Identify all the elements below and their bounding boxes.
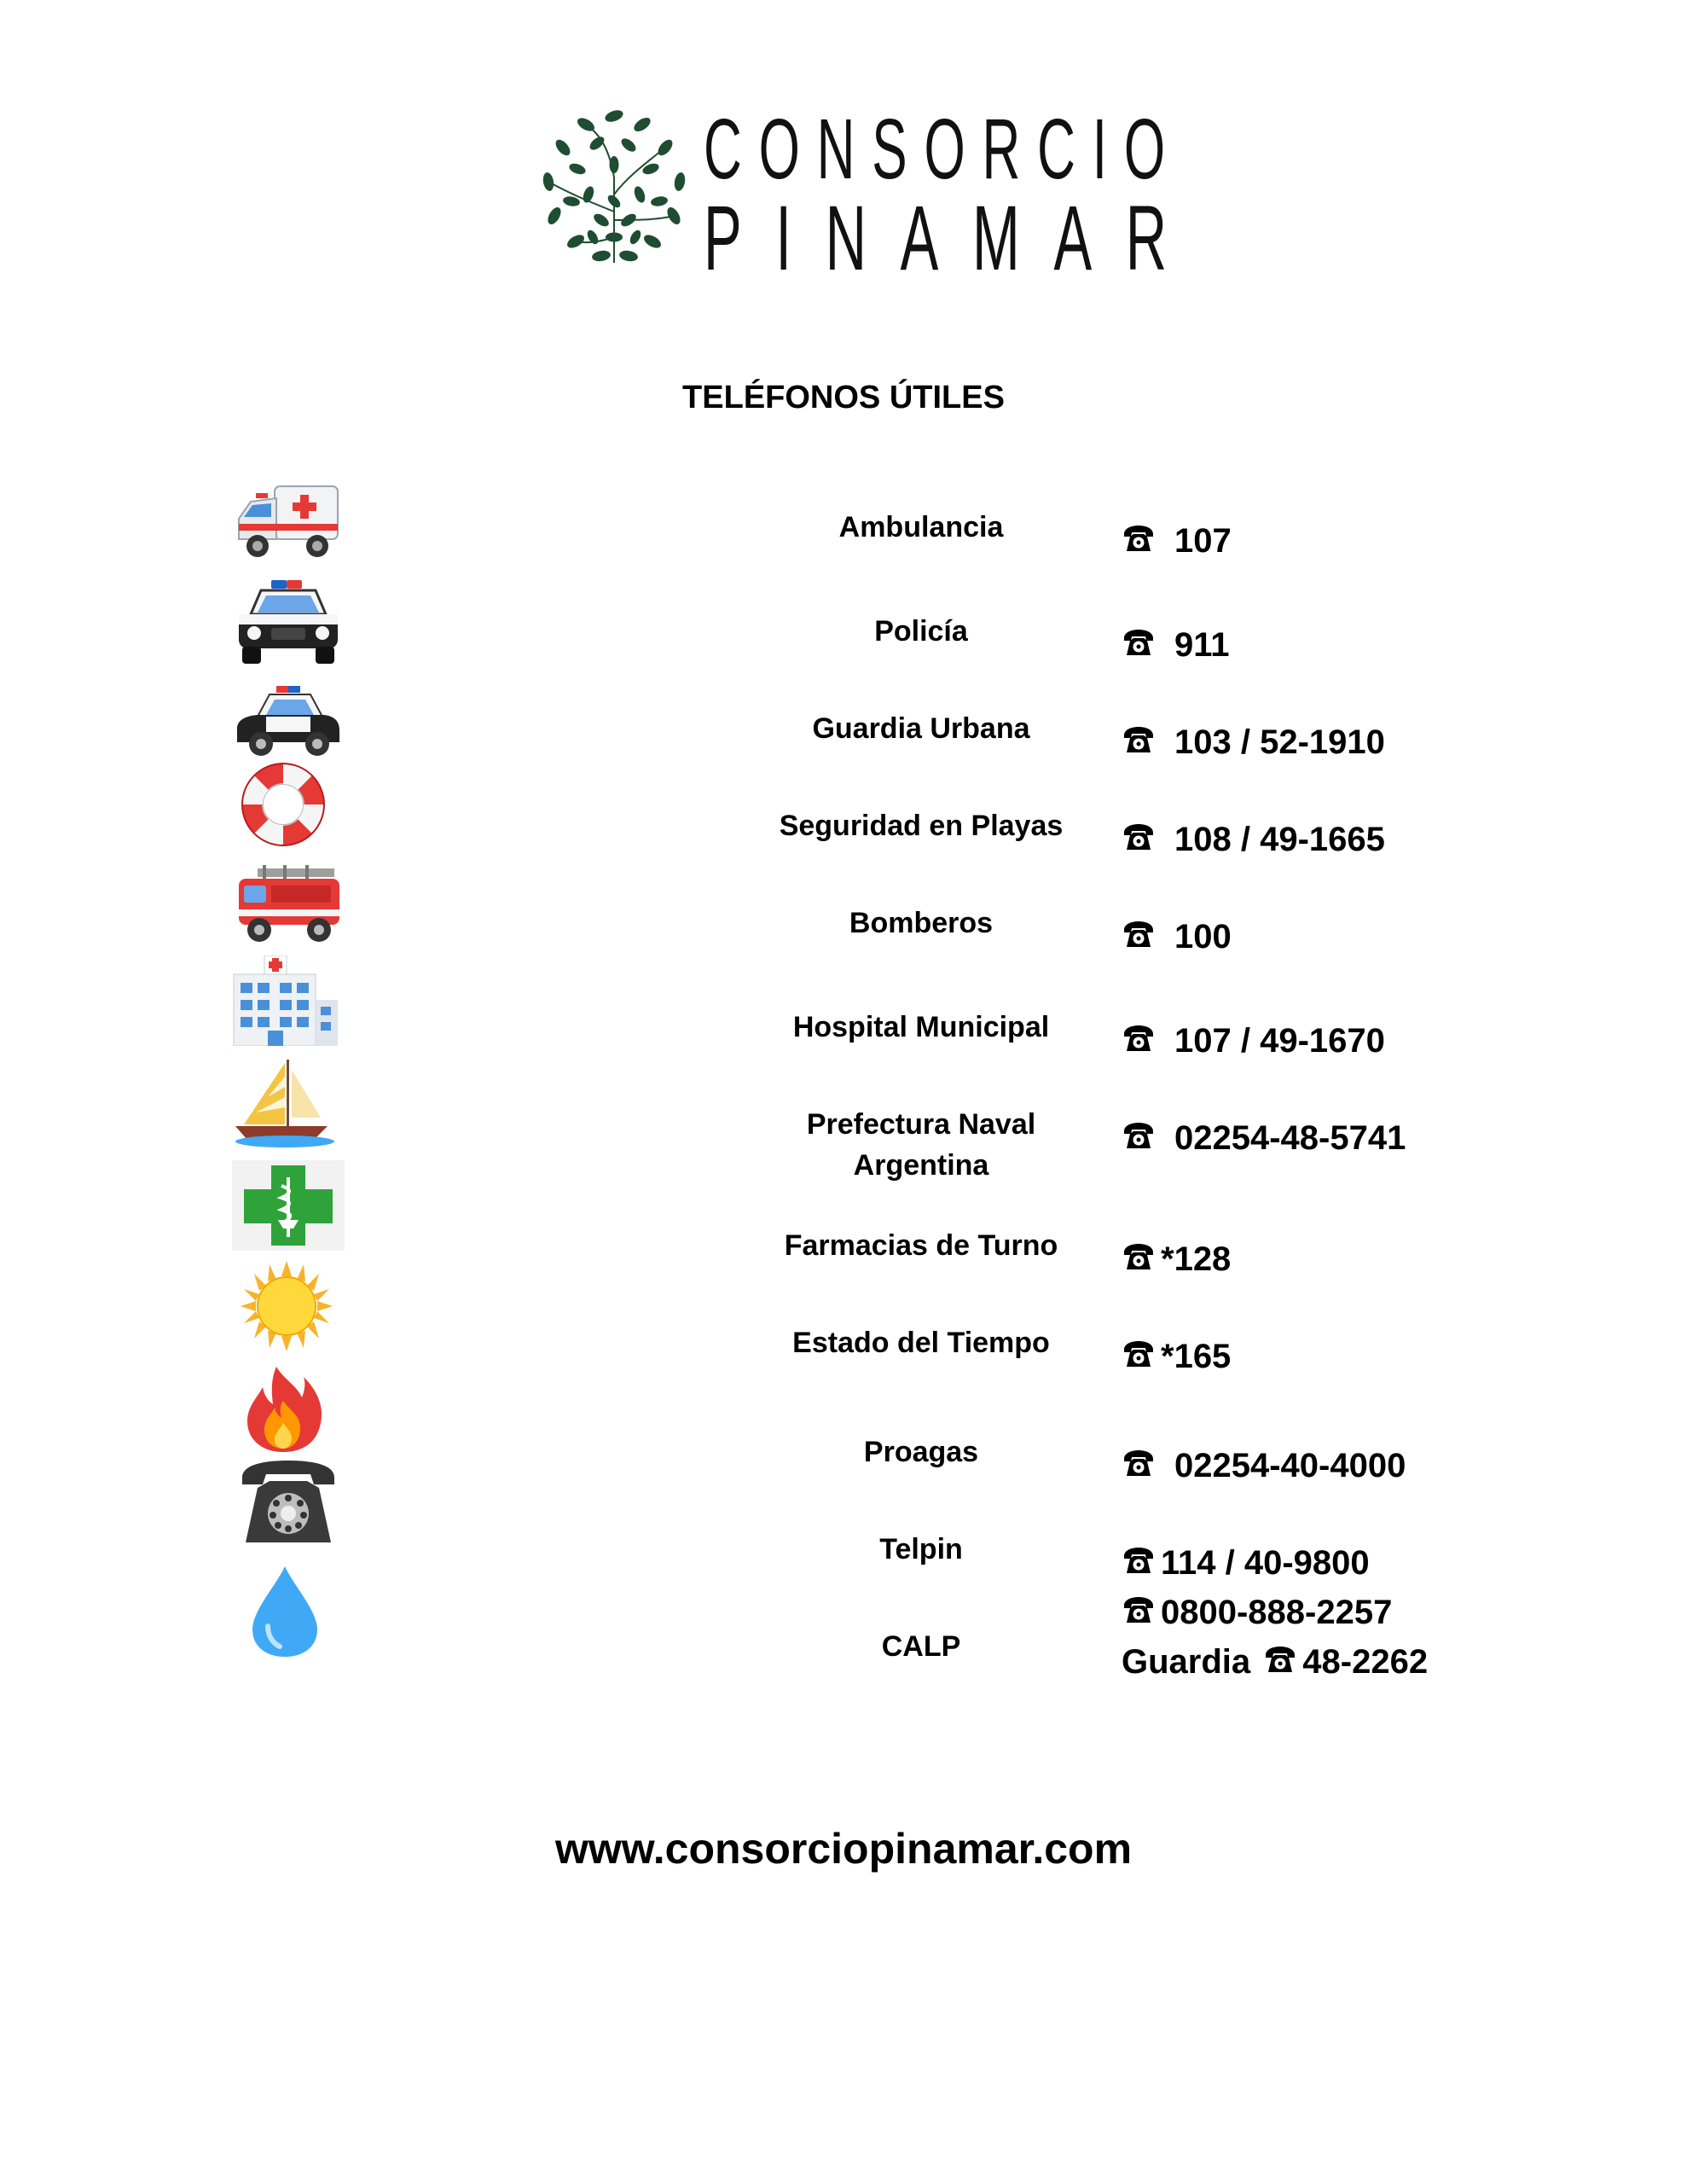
fire-engine-icon: [232, 862, 345, 952]
logo-text-pinamar: PINAMAR: [704, 186, 1201, 289]
label-telpin: Telpin: [879, 1533, 963, 1565]
phone-prefectura[interactable]: 02254-48-5741: [1122, 1114, 1406, 1162]
label-policia: Policía: [874, 615, 968, 648]
phone-icon: [1122, 1545, 1156, 1577]
sun-icon: [232, 1261, 345, 1351]
guardia-label: Guardia: [1122, 1643, 1251, 1681]
phone-icon: [1122, 523, 1156, 555]
label-prefectura-line2: Argentina: [853, 1149, 989, 1182]
sailboat-icon: [232, 1058, 345, 1148]
phone-icon: [1122, 1448, 1156, 1480]
website-link[interactable]: www.consorciopinamar.com: [554, 1825, 1133, 1873]
phone-icon: [1263, 1644, 1297, 1676]
label-seguridad-playas: Seguridad en Playas: [779, 810, 1064, 842]
phone-guardia-urbana[interactable]: 103 / 52-1910: [1122, 718, 1385, 766]
phone-icon: [1122, 1594, 1156, 1627]
phone-icon: [1122, 724, 1156, 757]
ambulance-icon: [232, 478, 345, 568]
phone-farmacias[interactable]: *128: [1122, 1235, 1231, 1283]
fire-icon: [232, 1363, 345, 1454]
label-ambulancia: Ambulancia: [838, 511, 1004, 543]
phone-hospital[interactable]: 107 / 49-1670: [1122, 1017, 1385, 1065]
label-guardia-urbana: Guardia Urbana: [812, 712, 1030, 745]
phone-telpin[interactable]: 114 / 40-9800: [1122, 1539, 1370, 1587]
label-estado-tiempo: Estado del Tiempo: [792, 1327, 1050, 1359]
tree-logo-icon: [533, 101, 695, 271]
phone-calp-guardia[interactable]: Guardia 48-2262: [1122, 1643, 1429, 1681]
label-calp: CALP: [881, 1630, 961, 1663]
phone-bomberos[interactable]: 100: [1122, 913, 1232, 961]
phone-estado-tiempo[interactable]: *165: [1122, 1333, 1231, 1380]
police-car-front-icon: [232, 578, 345, 669]
label-prefectura-line1: Prefectura Naval: [806, 1108, 1036, 1141]
page-title: TELÉFONOS ÚTILES: [682, 380, 1005, 415]
phone-seguridad-playas[interactable]: 108 / 49-1665: [1122, 816, 1385, 863]
label-farmacias: Farmacias de Turno: [784, 1229, 1058, 1262]
pharmacy-cross-icon: [232, 1160, 345, 1251]
phone-proagas[interactable]: 02254-40-4000: [1122, 1442, 1406, 1490]
label-hospital: Hospital Municipal: [792, 1011, 1050, 1043]
phone-ambulancia[interactable]: 107: [1122, 517, 1232, 565]
phone-icon: [1122, 1120, 1156, 1153]
phone-icon: [1122, 1339, 1156, 1371]
lifebuoy-icon: [232, 759, 345, 850]
logo-text-consorcio: CONSORCIO: [704, 102, 1182, 197]
phone-calp[interactable]: 0800-888-2257: [1122, 1589, 1392, 1636]
consorcio-pinamar-logo: [533, 101, 1201, 289]
phone-icon: [1122, 1241, 1156, 1274]
phone-icon: [1122, 822, 1156, 854]
phone-icon: [1122, 627, 1156, 659]
phone-icon: [1122, 1023, 1156, 1055]
phone-policia[interactable]: 911: [1122, 621, 1230, 669]
telephone-icon: [232, 1459, 345, 1549]
label-proagas: Proagas: [863, 1436, 979, 1468]
water-drop-icon: [232, 1566, 345, 1657]
label-prefectura: [751, 1104, 1092, 1186]
phone-icon: [1122, 919, 1156, 951]
label-bomberos: Bomberos: [849, 907, 994, 939]
hospital-icon: [232, 956, 345, 1046]
